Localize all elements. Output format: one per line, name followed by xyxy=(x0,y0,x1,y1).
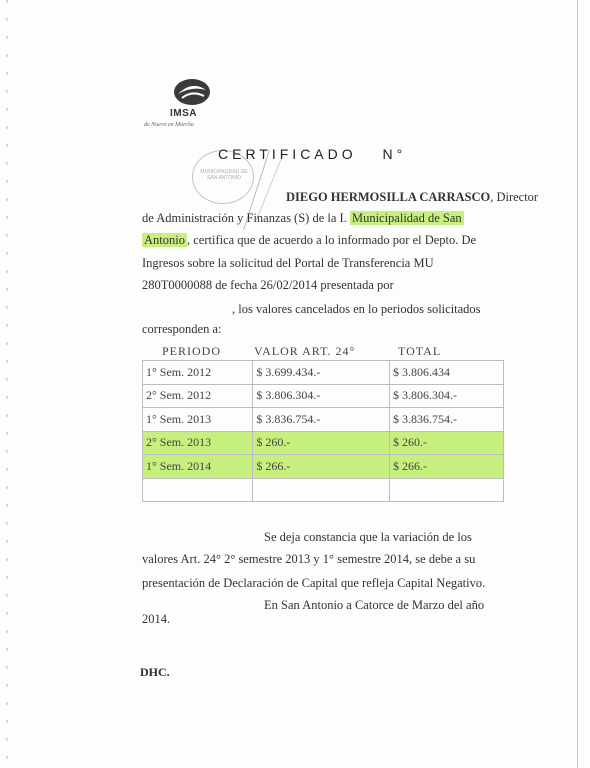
cell-valor xyxy=(253,478,390,502)
periods-table xyxy=(142,360,504,502)
logo-name: IMSA xyxy=(170,108,197,119)
body-text: 280T0000088 de fecha 26/02/2014 presentada por xyxy=(142,278,394,292)
body-line xyxy=(232,302,481,316)
imsa-logo xyxy=(144,76,242,132)
body-line xyxy=(142,322,221,336)
table-row xyxy=(143,431,504,455)
author-initials: DHC. xyxy=(140,665,170,679)
column-header-valor: VALOR ART. 24° xyxy=(254,344,356,358)
table-row xyxy=(143,384,504,408)
director-name: DIEGO HERMOSILLA CARRASCO xyxy=(286,190,491,204)
cell-valor: $ 3.806.304.- xyxy=(253,384,390,408)
cell-valor: $ 260.- xyxy=(253,431,390,455)
body-line xyxy=(142,278,394,292)
scan-edge-left xyxy=(6,0,8,768)
highlighted-text: Antonio xyxy=(144,233,185,247)
cell-periodo xyxy=(143,478,253,502)
footer-line: Se deja constancia que la variación de los xyxy=(264,530,472,544)
table-row xyxy=(143,455,504,479)
cell-periodo: 2° Sem. 2013 xyxy=(143,431,253,455)
table-row xyxy=(143,361,504,385)
cell-periodo: 1° Sem. 2013 xyxy=(143,408,253,432)
body-line xyxy=(286,190,538,204)
body-text: , los valores cancelados en lo periodos solicitados xyxy=(232,302,481,316)
certificate-number-label: N° xyxy=(382,146,407,162)
cell-periodo: 1° Sem. 2012 xyxy=(143,361,253,385)
body-text: , certifica que de acuerdo a lo informado por el Depto. De xyxy=(186,233,477,247)
certificate-title-text: CERTIFICADO xyxy=(218,146,357,162)
table-row xyxy=(143,478,504,502)
certificate-title xyxy=(218,146,406,162)
logo-mark-icon xyxy=(170,76,214,108)
column-header-periodo: PERIODO xyxy=(162,344,222,358)
column-header-total: TOTAL xyxy=(398,344,442,358)
body-text: , Director xyxy=(490,190,539,204)
highlighted-text: Municipalidad de San xyxy=(351,211,462,225)
cell-total: $ 260.- xyxy=(390,431,504,455)
body-text: Ingresos sobre la solicitud del Portal de Transferencia MU xyxy=(142,256,434,270)
footer-line: presentación de Declaración de Capital que refleja Capital Negativo. xyxy=(142,576,486,590)
body-text: corresponden a: xyxy=(142,322,222,336)
stamp-text: MUNICIPALIDAD DE SAN ANTONIO xyxy=(200,169,248,181)
cell-valor: $ 266.- xyxy=(253,455,390,479)
cell-total: $ 3.836.754.- xyxy=(390,408,504,432)
cell-total: $ 3.806.304.- xyxy=(390,384,504,408)
cell-total xyxy=(390,478,504,502)
table-row xyxy=(143,408,504,432)
body-text: de Administración y Finanzas (S) de la I. xyxy=(142,211,350,225)
cell-valor: $ 3.836.754.- xyxy=(253,408,390,432)
scan-edge-right xyxy=(577,0,578,768)
cell-total: $ 3.806.434 xyxy=(390,361,504,385)
footer-line: valores Art. 24° 2° semestre 2013 y 1° semestre 2014, se debe a su xyxy=(142,552,476,566)
cell-total: $ 266.- xyxy=(390,455,504,479)
logo-tagline: de Nuevo en Marcha xyxy=(144,122,194,128)
cell-periodo: 1° Sem. 2014 xyxy=(143,455,253,479)
body-line xyxy=(142,233,476,247)
cell-periodo: 2° Sem. 2012 xyxy=(143,384,253,408)
body-line xyxy=(142,256,434,270)
footer-line: 2014. xyxy=(142,612,171,626)
body-line xyxy=(142,211,464,225)
footer-line: En San Antonio a Catorce de Marzo del año xyxy=(264,598,485,612)
cell-valor: $ 3.699.434.- xyxy=(253,361,390,385)
